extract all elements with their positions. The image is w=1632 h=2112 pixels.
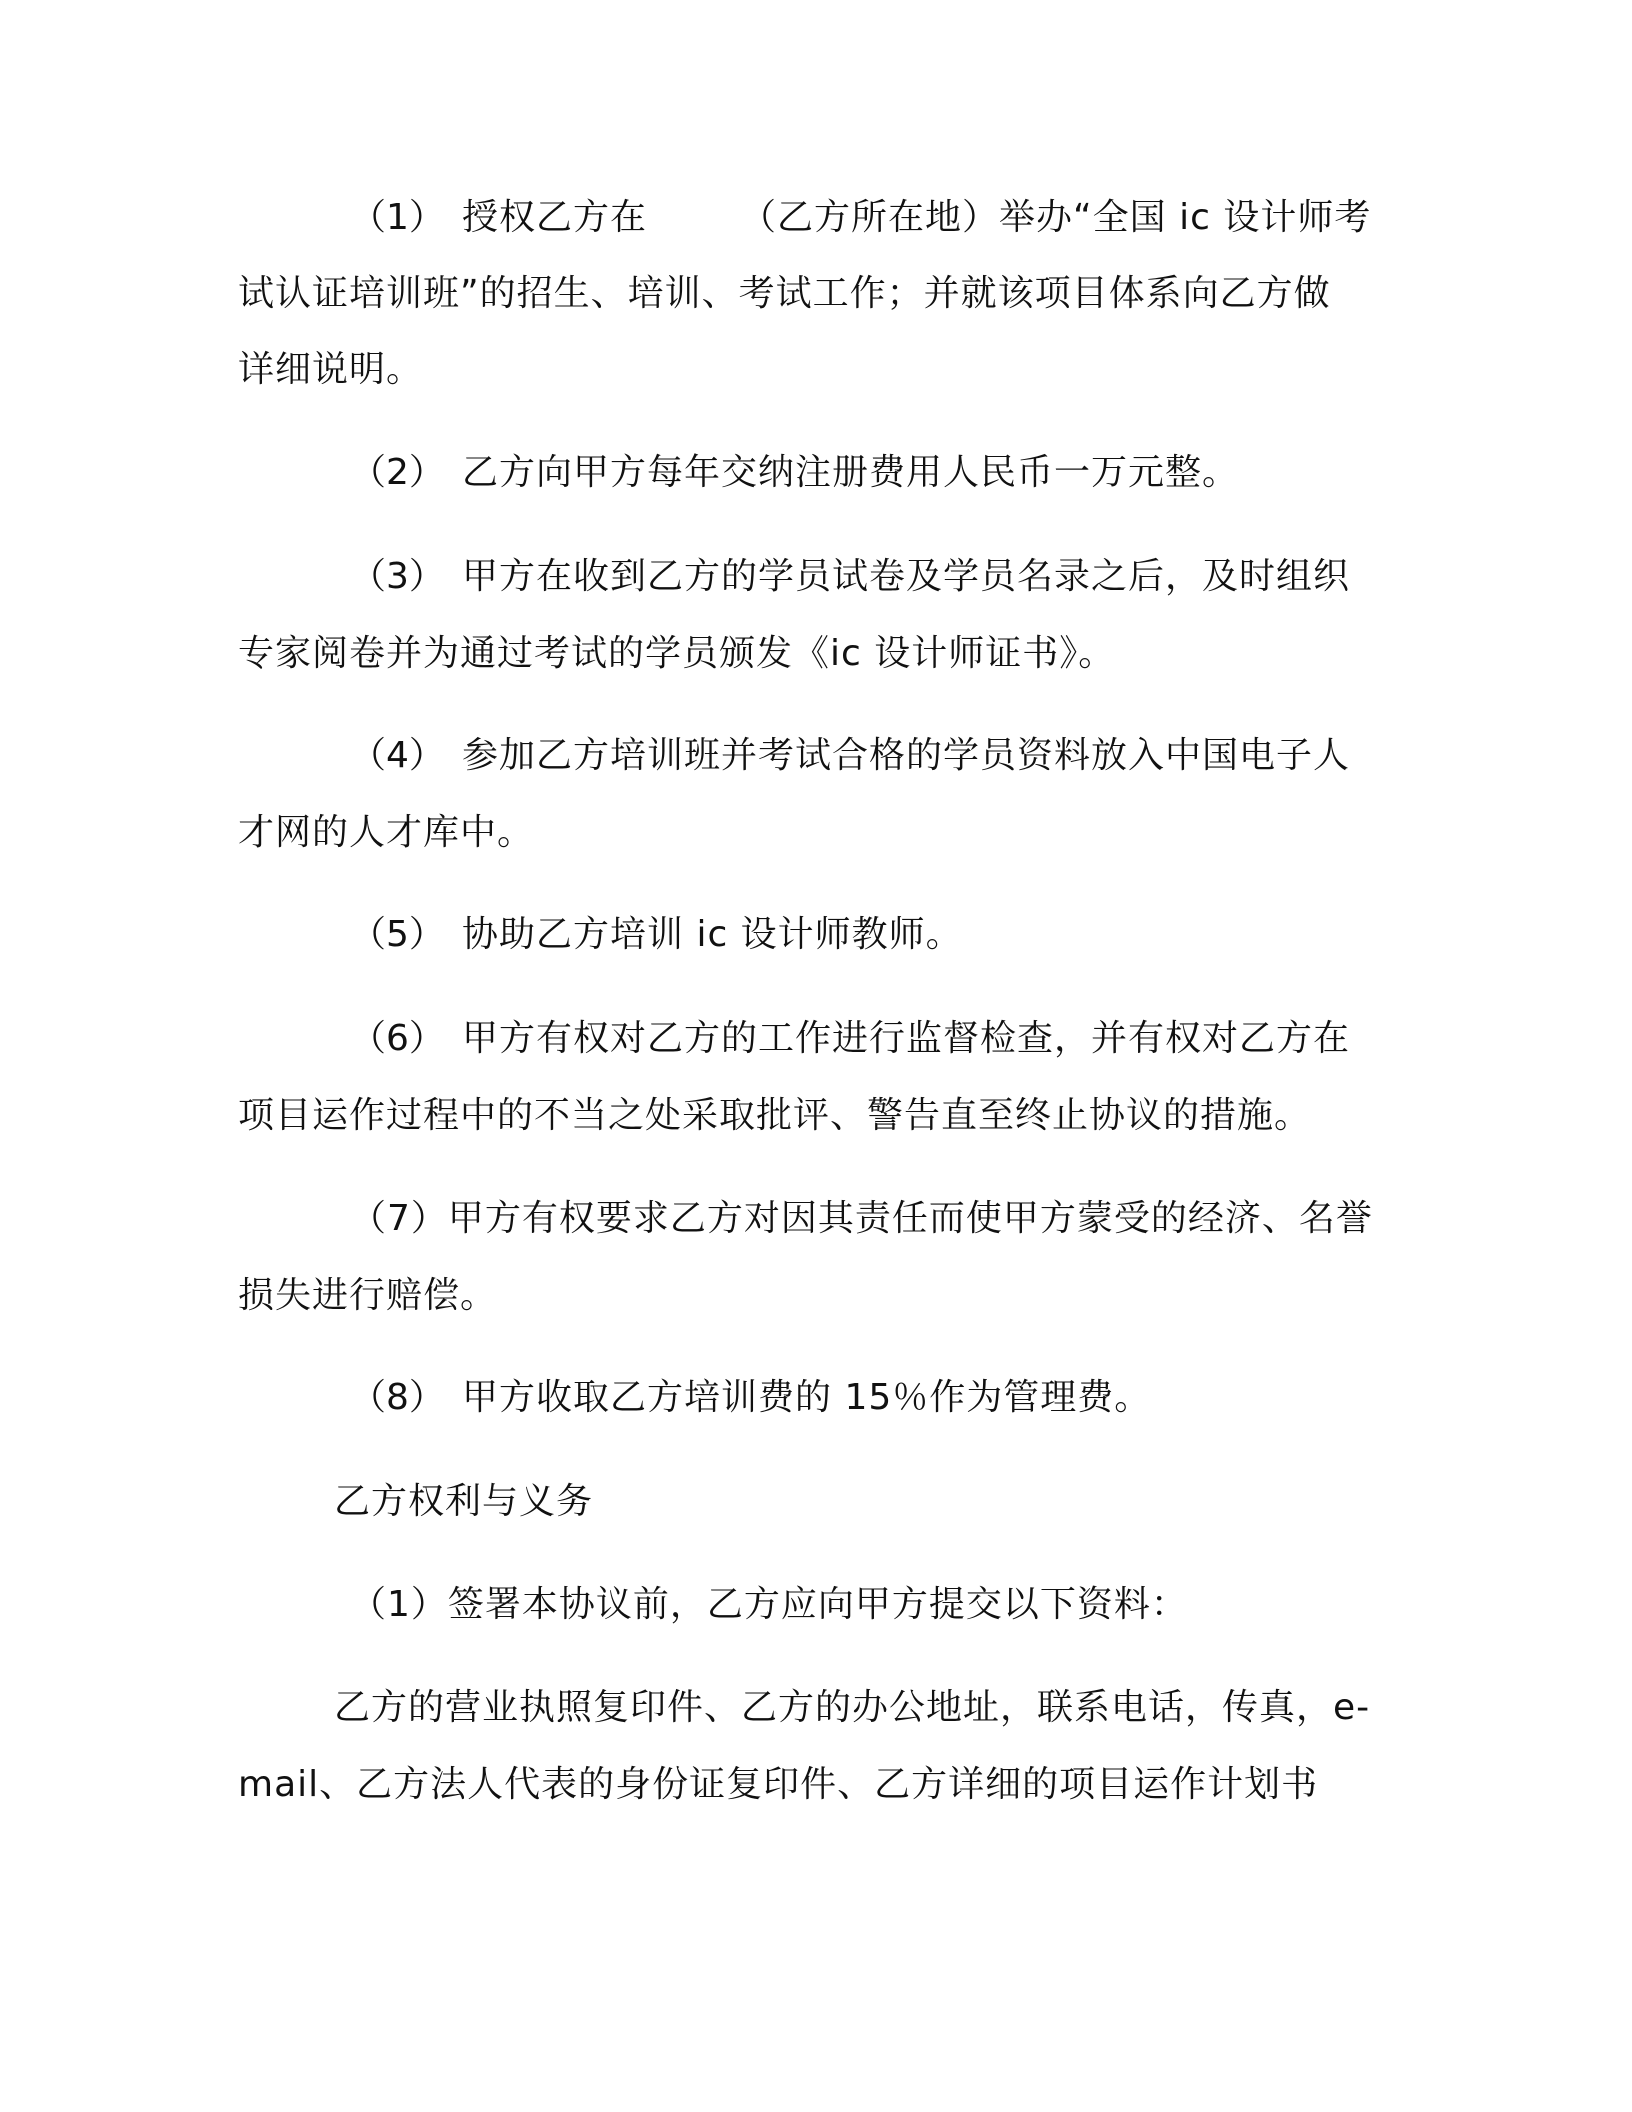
item-number: （2） — [350, 452, 445, 493]
paragraph-line: 详细说明。 — [238, 349, 424, 390]
paragraph-line: 甲方有权对乙方的工作进行监督检查，并有权对乙方在 — [462, 1018, 1351, 1059]
item-number: （3） — [350, 556, 445, 597]
paragraph-line: 专家阅卷并为通过考试的学员颁发《ic 设计师证书》。 — [238, 633, 1116, 674]
item-number: （8） — [350, 1377, 445, 1418]
paragraph-line: 试认证培训班”的招生、培训、考试工作；并就该项目体系向乙方做 — [238, 273, 1331, 314]
paragraph-line: 甲方在收到乙方的学员试卷及学员名录之后，及时组织 — [462, 556, 1351, 597]
paragraph-line: 参加乙方培训班并考试合格的学员资料放入中国电子人 — [462, 735, 1351, 776]
paragraph-line: 乙方向甲方每年交纳注册费用人民币一万元整。 — [462, 452, 1240, 493]
paragraph-line: 项目运作过程中的不当之处采取批评、警告直至终止协议的措施。 — [238, 1095, 1312, 1136]
paragraph-line: 授权乙方在 （乙方所在地）举办“全国 ic 设计师考 — [462, 197, 1372, 238]
item-number: （6） — [350, 1018, 445, 1059]
item-number: （4） — [350, 735, 445, 776]
paragraph-line: 协助乙方培训 ic 设计师教师。 — [462, 914, 963, 955]
paragraph-line: 损失进行赔偿。 — [238, 1275, 498, 1316]
paragraph-line: 甲方收取乙方培训费的 15％作为管理费。 — [462, 1377, 1152, 1418]
item-number: （5） — [350, 914, 445, 955]
section-heading: 乙方权利与义务 — [334, 1481, 594, 1522]
paragraph-line: mail、乙方法人代表的身份证复印件、乙方详细的项目运作计划书 — [238, 1764, 1319, 1805]
item-number: （1） — [350, 197, 445, 238]
paragraph-line: （7）甲方有权要求乙方对因其责任而使甲方蒙受的经济、名誉 — [350, 1198, 1373, 1239]
paragraph-line: 才网的人才库中。 — [238, 812, 535, 853]
paragraph-line: （1）签署本协议前，乙方应向甲方提交以下资料： — [350, 1584, 1188, 1625]
paragraph-line: 乙方的营业执照复印件、乙方的办公地址，联系电话，传真，e- — [334, 1687, 1371, 1728]
